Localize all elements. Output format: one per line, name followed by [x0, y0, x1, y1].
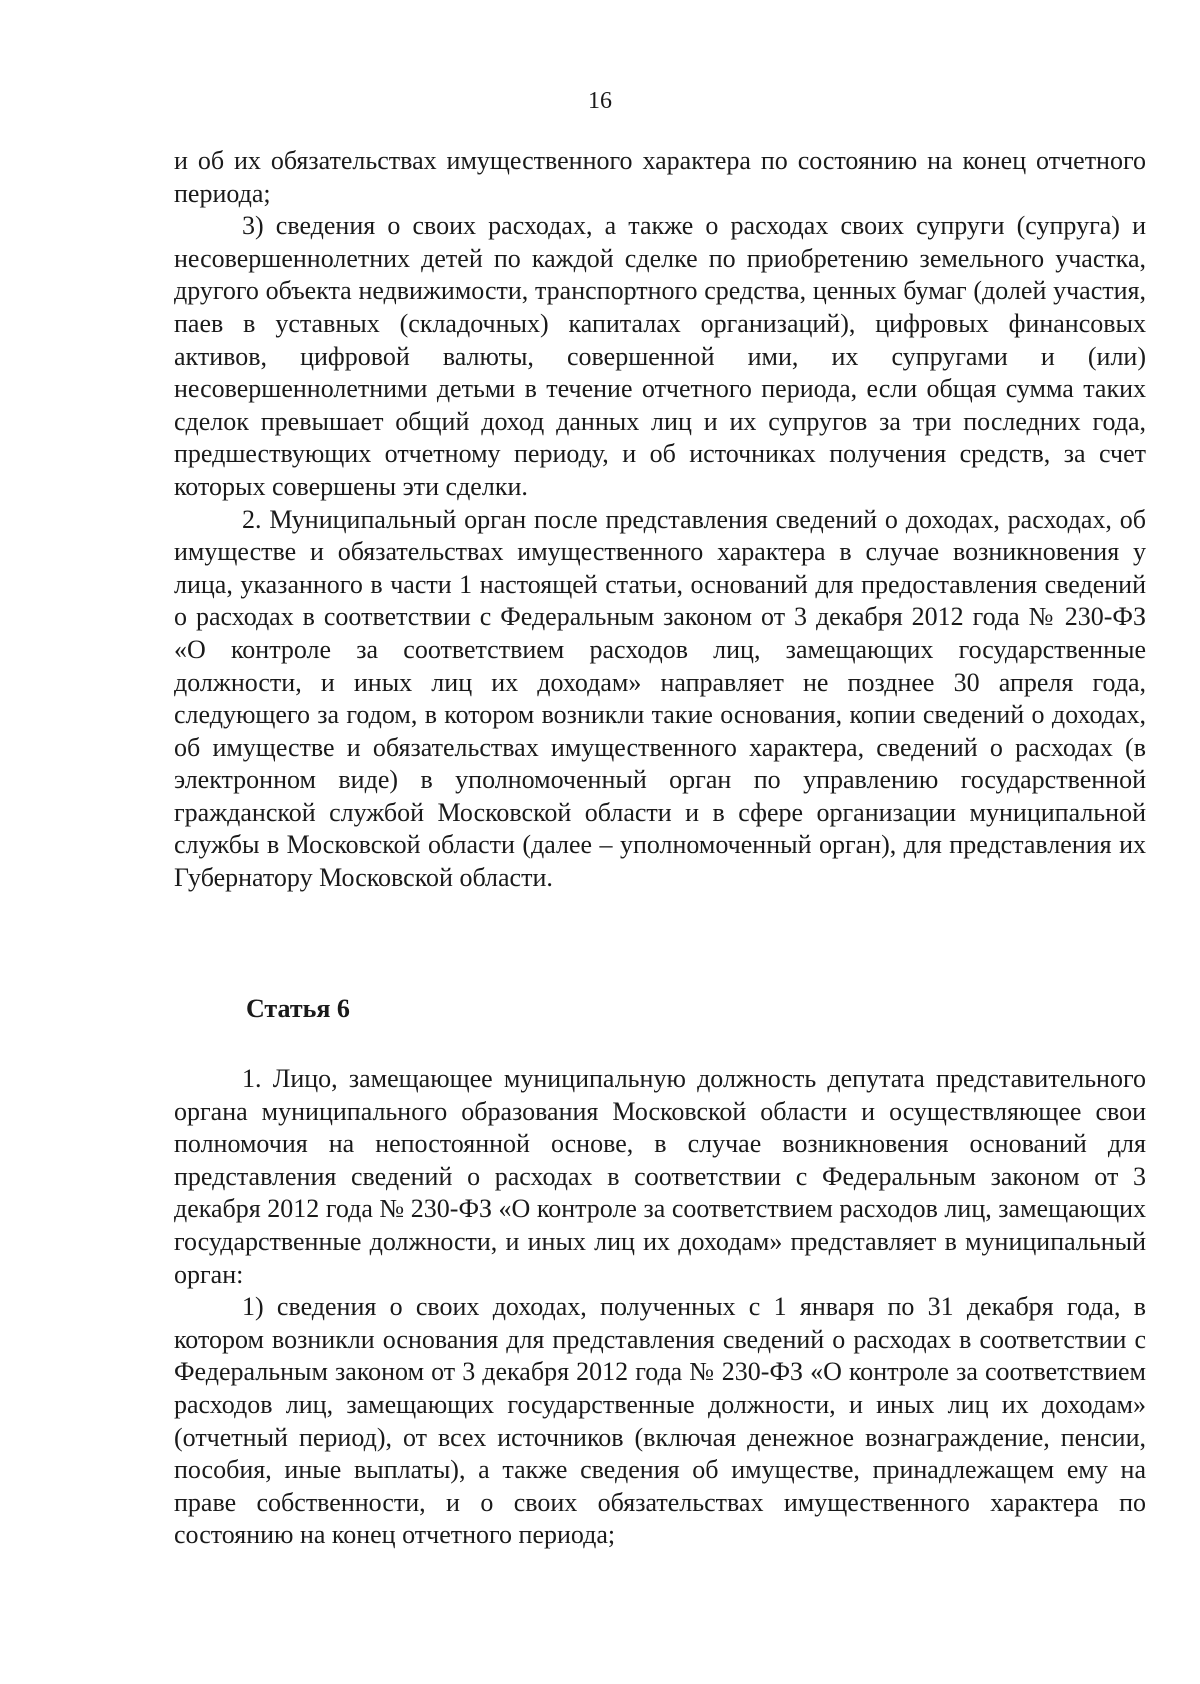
paragraph-part-1: 1. Лицо, замещающее муниципальную должность депутата представительного органа муниципального образования Московской области и осуществляющее свои полномочия на непостоянной основе, в случае возникновения оснований для представления сведений о расходах в соответствии с Федеральным законом от 3 декабря 2012 года № 230-ФЗ «О контроле за соответствием расходов лиц, замещающих государственные должности, и иных лиц их доходам» представляет в муниципальный орган:	[174, 1064, 1146, 1289]
top-text-block	[174, 145, 1146, 895]
bottom-text-block	[174, 1063, 1146, 1552]
paragraph-item-3: 3) сведения о своих расходах, а также о расходах своих супруги (супруга) и несовершеннолетних детей по каждой сделке по приобретению земельного участка, другого объекта недвижимости, транспортного средства, ценных бумаг (долей участия, паев в уставных (складочных) капиталах организаций), цифровых финансовых активов, цифровой валюты, совершенной ими, их супругами и (или) несовершеннолетними детьми в течение отчетного периода, если общая сумма таких сделок превышает общий доход данных лиц и их супругов за три последних года, предшествующих отчетному периоду, и об источниках получения средств, за счет которых совершены эти сделки.	[174, 211, 1146, 501]
paragraph-part-2: 2. Муниципальный орган после представления сведений о доходах, расходах, об имуществе и обязательствах имущественного характера в случае возникновения у лица, указанного в части 1 настоящей статьи, оснований для предоставления сведений о расходах в соответствии с Федеральным законом от 3 декабря 2012 года № 230-ФЗ «О контроле за соответствием расходов лиц, замещающих государственные должности, и иных лиц их доходам» направляет не позднее 30 апреля года, следующего за годом, в котором возникли такие основания, копии сведений о доходах, об имуществе и обязательствах имущественного характера, сведений о расходах (в электронном виде) в уполномоченный орган по управлению государственной гражданской службой Московской области и в сфере организации муниципальной службы в Московской области (далее – уполномоченный орган), для представления их Губернатору Московской области.	[174, 504, 1146, 893]
paragraph-item-1: 1) сведения о своих доходах, полученных с 1 января по 31 декабря года, в котором возникли основания для представления сведений о расходах в соответствии с Федеральным законом от 3 декабря 2012 года № 230-ФЗ «О контроле за соответствием расходов лиц, замещающих государственные должности, и иных лиц их доходам» (отчетный период), от всех источников (включая денежное вознаграждение, пенсии, пособия, иные выплаты), а также сведения об имуществе, принадлежащем ему на праве собственности, и о своих обязательствах имущественного характера по состоянию на конец отчетного периода;	[174, 1292, 1146, 1550]
page-number: 16	[588, 88, 612, 114]
paragraph-continuation: и об их обязательствах имущественного характера по состоянию на конец отчетного периода;	[174, 146, 1146, 208]
article-heading: Статья 6	[246, 994, 350, 1023]
